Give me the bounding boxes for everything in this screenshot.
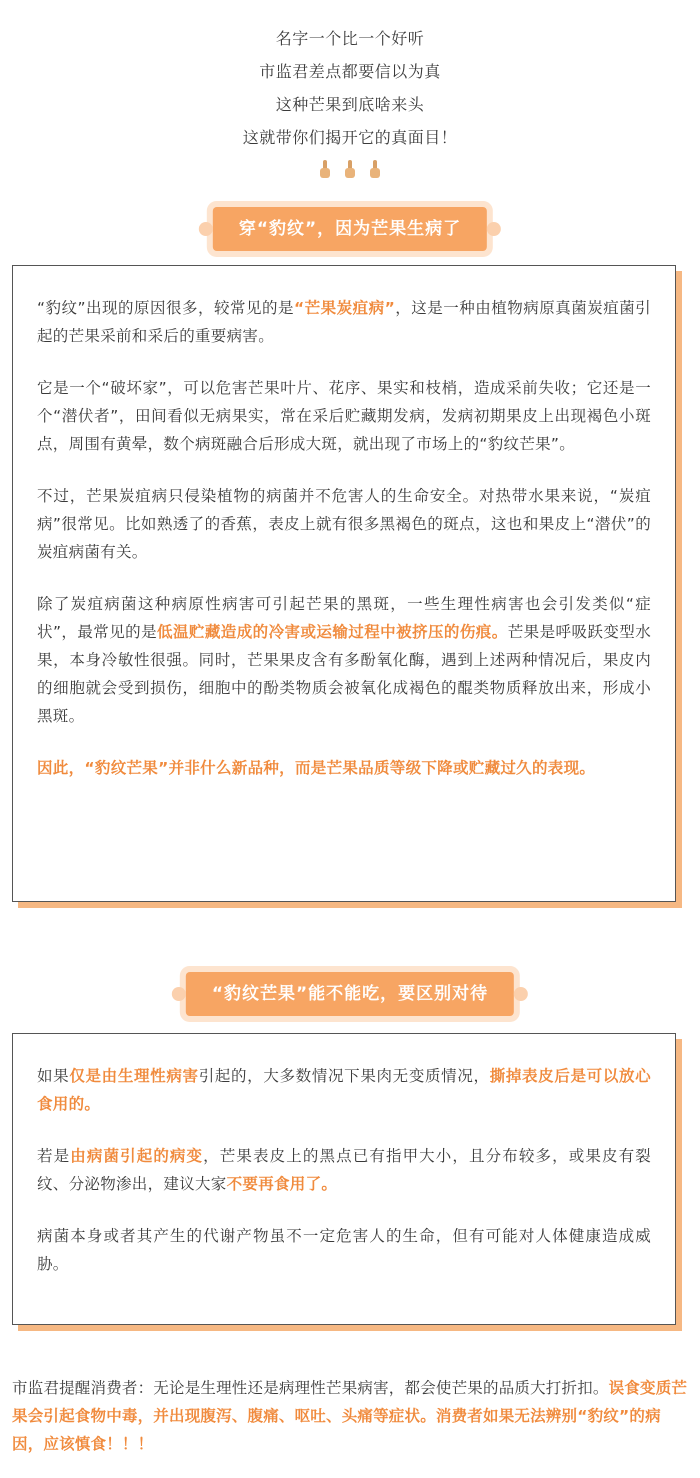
- highlight-text: 误食变质芒果会引起食物中毒，并出现腹泻、腹痛、呕吐、头痛等症状。消费者如果无法辨别“豹纹”的病因，应该慎食！！！: [12, 1379, 688, 1453]
- intro-line: 这就带你们揭开它的真面目！: [242, 128, 458, 147]
- highlight-text: “芒果炭疽病”: [293, 299, 396, 317]
- intro: [0, 22, 700, 154]
- content-card-edibility: [12, 1033, 676, 1325]
- highlight-text: 仅是由生理性病害: [69, 1067, 199, 1085]
- content-card-cause: [12, 265, 676, 902]
- section-banner-edibility: “豹纹芒果”能不能吃，要区别对待: [186, 972, 514, 1016]
- highlight-text: “豹纹芒果”并非什么新品种，而是芒果品质等级下降或贮藏过久的表现。: [84, 759, 596, 777]
- intro-line: 名字一个比一个好听: [275, 29, 425, 48]
- highlight-text: 由病菌引起的病变: [70, 1147, 204, 1165]
- highlight-text: 不要再食用了。: [226, 1175, 338, 1193]
- paragraph: “豹纹”出现的原因很多，较常见的是“芒果炭疽病”，这是一种由植物病原真菌炭疽菌引起的芒果采前和采后的重要病害。: [37, 299, 651, 345]
- paragraph: 除了炭疽病菌这种病原性病害可引起芒果的黑斑，一些生理性病害也会引发类似“症状”，最常见的是低温贮藏造成的冷害或运输过程中被挤压的伤痕。芒果是呼吸跃变型水果，本身冷敏性很强。同时，芒果果皮含有多酚氧化酶，遇到上述两种情况后，果皮内的细胞就会受到损伤，细胞中的酚类物质会被氧化成褐色的醌类物质释放出来，形成小黑斑。: [37, 595, 652, 725]
- paragraph: 病菌本身或者其产生的代谢产物虽不一定危害人的生命，但有可能对人体健康造成威胁。: [37, 1227, 651, 1273]
- pointing-down-hand-icon: [318, 160, 332, 180]
- intro-line: 这种芒果到底啥来头: [275, 95, 425, 114]
- highlight-text: 低温贮藏造成的冷害或运输过程中被挤压的伤痕。: [157, 623, 508, 641]
- paragraph: 不过，芒果炭疽病只侵染植物的病菌并不危害人的生命安全。对热带水果来说，“炭疽病”很常见。比如熟透了的香蕉，表皮上就有很多黑褐色的斑点，这也和果皮上“潜伏”的炭疽病菌有关。: [37, 487, 651, 561]
- pointing-down-hand-icon: [343, 160, 357, 180]
- pointing-down-hand-icon: [368, 160, 382, 180]
- paragraph: 如果仅是由生理性病害引起的，大多数情况下果肉无变质情况，撕掉表皮后是可以放心食用的。: [37, 1067, 651, 1113]
- section-banner-leopard-cause: 穿“豹纹”，因为芒果生病了: [213, 207, 487, 251]
- paragraph: 因此，“豹纹芒果”并非什么新品种，而是芒果品质等级下降或贮藏过久的表现。: [37, 759, 596, 777]
- intro-line: 市监君差点都要信以为真: [259, 62, 441, 81]
- paragraph: 它是一个“破坏家”，可以危害芒果叶片、花序、果实和枝梢，造成采前失收；它还是一个“潜伏者”，田间看似无病果实，常在采后贮藏期发病，发病初期果皮上出现褐色小斑点，周围有黄晕，数个病斑融合后形成大斑，就出现了市场上的“豹纹芒果”。: [37, 379, 651, 453]
- pointer-row: [0, 160, 700, 184]
- highlight-text: 撕掉表皮后是可以放心食用的。: [37, 1067, 651, 1113]
- paragraph: 若是由病菌引起的病变，芒果表皮上的黑点已有指甲大小，且分布较多，或果皮有裂纹、分泌物渗出，建议大家不要再食用了。: [37, 1147, 651, 1193]
- footer-reminder: 市监君提醒消费者：无论是生理性还是病理性芒果病害，都会使芒果的品质大打折扣。误食变质芒果会引起食物中毒，并出现腹泻、腹痛、呕吐、头痛等症状。消费者如果无法辨别“豹纹”的病因，应该慎食！！！: [12, 1379, 688, 1453]
